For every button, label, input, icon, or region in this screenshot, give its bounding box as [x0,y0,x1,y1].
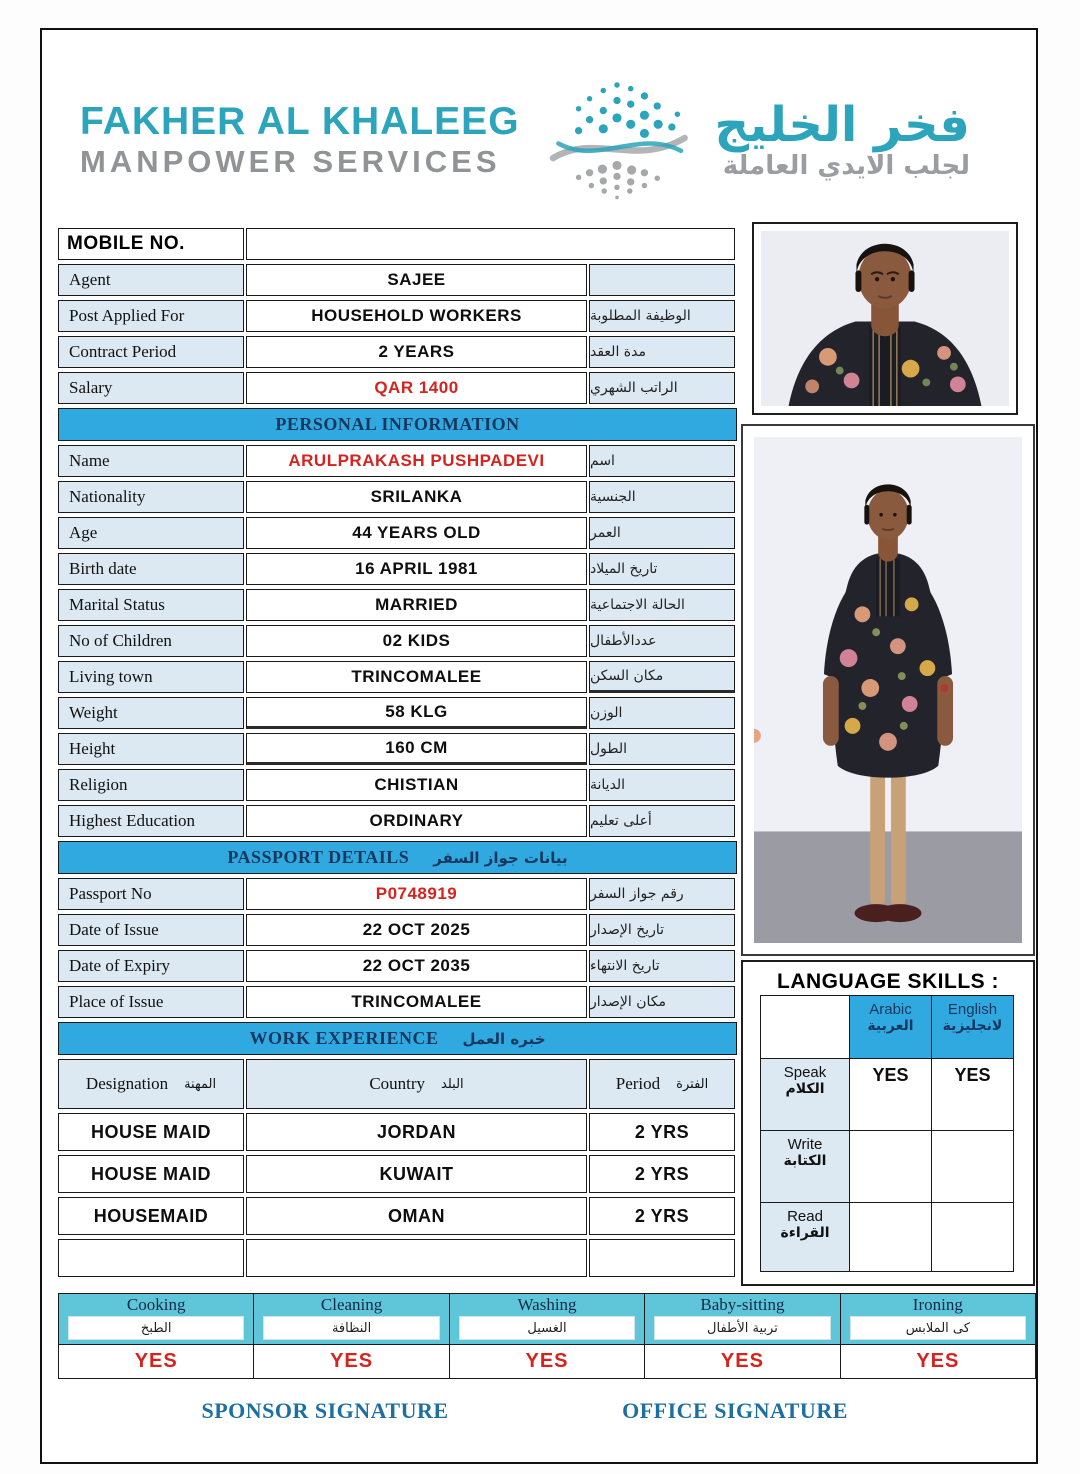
field-label: Passport No [58,878,244,910]
language-row-label-arabic: الكتابة [783,1153,827,1169]
language-column-english [931,995,1014,1059]
field-value: ARULPRAKASH PUSHPADEVI [246,445,587,477]
passport-details-header [58,841,737,874]
column-label: Designation [85,1074,169,1093]
field-value: 22 OCT 2025 [246,914,587,946]
field-label-arabic: اسم [589,445,735,477]
column-label-arabic: الفترة [676,1076,709,1092]
designation-value: HOUSEMAID [58,1197,244,1235]
language-row-write [760,1130,850,1203]
table-row-passport-no [58,878,737,910]
field-label: Nationality [58,481,244,513]
table-row-age [58,517,737,549]
table-row-expiry-date [58,950,737,982]
agency-title: FAKHER AL KHALEEG [80,100,520,143]
field-value: MARRIED [246,589,587,621]
field-label-arabic: أعلى تعليم [589,805,735,837]
field-value: 44 YEARS OLD [246,517,587,549]
table-row-marital [58,589,737,621]
work-experience-row [58,1113,737,1151]
field-label: Date of Expiry [58,950,244,982]
field-label: Living town [58,661,244,693]
field-label: Place of Issue [58,986,244,1018]
column-label-arabic: المهنة [184,1076,217,1092]
field-value: 02 KIDS [246,625,587,657]
field-label: Religion [58,769,244,801]
table-row-weight [58,697,737,729]
field-label: Birth date [58,553,244,585]
read-arabic-value [849,1202,932,1272]
skill-value: YES [645,1344,839,1378]
field-label: Name [58,445,244,477]
country-value: KUWAIT [246,1155,587,1193]
field-value: HOUSEHOLD WORKERS [246,300,587,332]
language-row-label: Write [787,1136,823,1153]
column-header-period [589,1059,735,1109]
field-label: Contract Period [58,336,244,368]
field-value: 16 APRIL 1981 [246,553,587,585]
language-column-arabic [849,995,932,1059]
country-value: JORDAN [246,1113,587,1151]
column-label-arabic: البلد [441,1076,464,1092]
section-title-arabic: بيانات جواز السفر [433,848,568,867]
field-label: Date of Issue [58,914,244,946]
period-value [589,1239,735,1277]
skill-cooking [58,1293,254,1379]
field-label-arabic: الديانة [589,769,735,801]
field-value: TRINCOMALEE [246,661,587,693]
skill-value: YES [450,1344,644,1378]
table-row-living-town [58,661,737,693]
column-label: Country [369,1074,426,1093]
work-experience-row [58,1155,737,1193]
skill-value: YES [59,1344,253,1378]
period-value: 2 YRS [589,1155,735,1193]
skill-label-arabic: كى الملابس [850,1316,1026,1340]
field-label: Post Applied For [58,300,244,332]
skill-ironing [840,1293,1036,1379]
field-value: SAJEE [246,264,587,296]
table-row-issue-place [58,986,737,1018]
language-skills-panel [741,960,1035,1286]
field-label-arabic [589,264,735,296]
field-label: No of Children [58,625,244,657]
table-row-nationality [58,481,737,513]
work-experience-column-headers [58,1059,737,1109]
skill-header [254,1294,448,1344]
language-column-label: English [947,1001,998,1018]
table-row-mobile [58,228,737,260]
field-value: CHISTIAN [246,769,587,801]
field-value: P0748919 [246,878,587,910]
skill-label-arabic: الغسيل [459,1316,635,1340]
table-row-birthdate [58,553,737,585]
field-value: TRINCOMALEE [246,986,587,1018]
agency-name-english [80,100,520,180]
table-row-issue-date [58,914,737,946]
skill-washing [449,1293,645,1379]
work-experience-row [58,1197,737,1235]
field-value: 160 CM [246,733,587,765]
field-label-arabic: عددالأطفال [589,625,735,657]
column-label: Period [615,1074,661,1093]
column-header-country [246,1059,587,1109]
field-value: 2 YEARS [246,336,587,368]
field-label-arabic: تاريخ الميلاد [589,553,735,585]
field-label-arabic: الطول [589,733,735,765]
language-row-speak [760,1058,850,1131]
skill-label-arabic: تربية الأطفال [654,1316,830,1340]
skill-header [645,1294,839,1344]
language-skills-table [761,996,1015,1272]
section-title: PASSPORT DETAILS [227,847,410,867]
table-row-post [58,300,737,332]
field-label: Weight [58,697,244,729]
skill-header [841,1294,1035,1344]
period-value: 2 YRS [589,1113,735,1151]
language-table-corner-cell [760,995,850,1059]
designation-value: HOUSE MAID [58,1155,244,1193]
skill-label: Cleaning [320,1295,383,1314]
field-value: 22 OCT 2035 [246,950,587,982]
field-value: ORDINARY [246,805,587,837]
designation-value: HOUSE MAID [58,1113,244,1151]
field-label: Marital Status [58,589,244,621]
skill-baby-sitting [644,1293,840,1379]
agency-title-arabic: فخر الخليج [714,96,970,153]
field-label-arabic: مكان الإصدار [589,986,735,1018]
period-value: 2 YRS [589,1197,735,1235]
household-skills-table [58,1293,1036,1379]
table-row-contract [58,336,737,368]
field-label-arabic: الجنسية [589,481,735,513]
work-experience-header [58,1022,737,1055]
language-column-label-arabic: لانجليزية [942,1018,1003,1034]
work-experience-row-empty [58,1239,737,1277]
skill-label: Cooking [126,1295,186,1314]
section-title-arabic: خبره العمل [462,1029,546,1048]
globe-dots-icon [542,74,692,207]
field-label: Agent [58,264,244,296]
mobile-no-value[interactable] [246,228,735,260]
skill-label-arabic: النظافة [263,1316,439,1340]
language-row-label: Read [787,1208,823,1225]
designation-value [58,1239,244,1277]
field-value: QAR 1400 [246,372,587,404]
speak-arabic-value: YES [849,1058,932,1131]
field-label-arabic: مدة العقد [589,336,735,368]
language-row-read [760,1202,850,1272]
table-row-height [58,733,737,765]
skill-header [59,1294,253,1344]
field-label: Highest Education [58,805,244,837]
skill-value: YES [254,1344,448,1378]
skill-label-arabic: الطبخ [68,1316,244,1340]
field-label-arabic: الحالة الاجتماعية [589,589,735,621]
field-label: Height [58,733,244,765]
field-label: Age [58,517,244,549]
table-row-name [58,445,737,477]
field-label-arabic: الوظيفة المطلوبة [589,300,735,332]
agency-logo-header [80,80,970,200]
country-value: OMAN [246,1197,587,1235]
table-row-salary [58,372,737,404]
field-label-arabic: رقم جواز السفر [589,878,735,910]
agency-subtitle: MANPOWER SERVICES [80,144,501,179]
language-row-label: Speak [783,1064,827,1081]
skill-header [450,1294,644,1344]
personal-information-header [58,408,737,441]
skill-label: Baby-sitting [700,1295,785,1314]
applicant-portrait-photo [752,222,1018,415]
write-english-value [931,1130,1014,1203]
field-label: Salary [58,372,244,404]
skill-value: YES [841,1344,1035,1378]
applicant-data-table [58,228,737,1281]
table-row-education [58,805,737,837]
office-signature-label: OFFICE SIGNATURE [622,1398,848,1423]
language-skills-title: LANGUAGE SKILLS : [777,970,999,993]
section-title: PERSONAL INFORMATION [275,414,520,434]
field-label-arabic: تاريخ الإصدار [589,914,735,946]
language-row-label-arabic: الكلام [785,1081,825,1097]
table-row-religion [58,769,737,801]
field-label-arabic: مكان السكن [589,661,735,693]
field-value: SRILANKA [246,481,587,513]
agency-name-arabic [714,96,970,182]
sponsor-signature-label: SPONSOR SIGNATURE [201,1398,449,1423]
mobile-no-label: MOBILE NO. [58,228,244,260]
write-arabic-value [849,1130,932,1203]
table-row-agent [58,264,737,296]
table-row-children [58,625,737,657]
skill-cleaning [253,1293,449,1379]
language-column-label-arabic: العربية [867,1018,914,1034]
skill-label: Ironing [912,1295,963,1314]
speak-english-value: YES [931,1058,1014,1131]
field-value: 58 KLG [246,697,587,729]
field-label-arabic: العمر [589,517,735,549]
skill-label: Washing [517,1295,577,1314]
applicant-full-body-photo [741,424,1035,956]
language-row-label-arabic: القراءة [780,1225,830,1241]
field-label-arabic: الراتب الشهري [589,372,735,404]
language-column-label: Arabic [869,1001,912,1018]
field-label-arabic: تاريخ الانتهاء [589,950,735,982]
column-header-designation [58,1059,244,1109]
field-label-arabic: الوزن [589,697,735,729]
section-title: WORK EXPERIENCE [249,1028,439,1048]
agency-subtitle-arabic: لجلب الايدي العاملة [722,151,970,182]
read-english-value [931,1202,1014,1272]
country-value [246,1239,587,1277]
